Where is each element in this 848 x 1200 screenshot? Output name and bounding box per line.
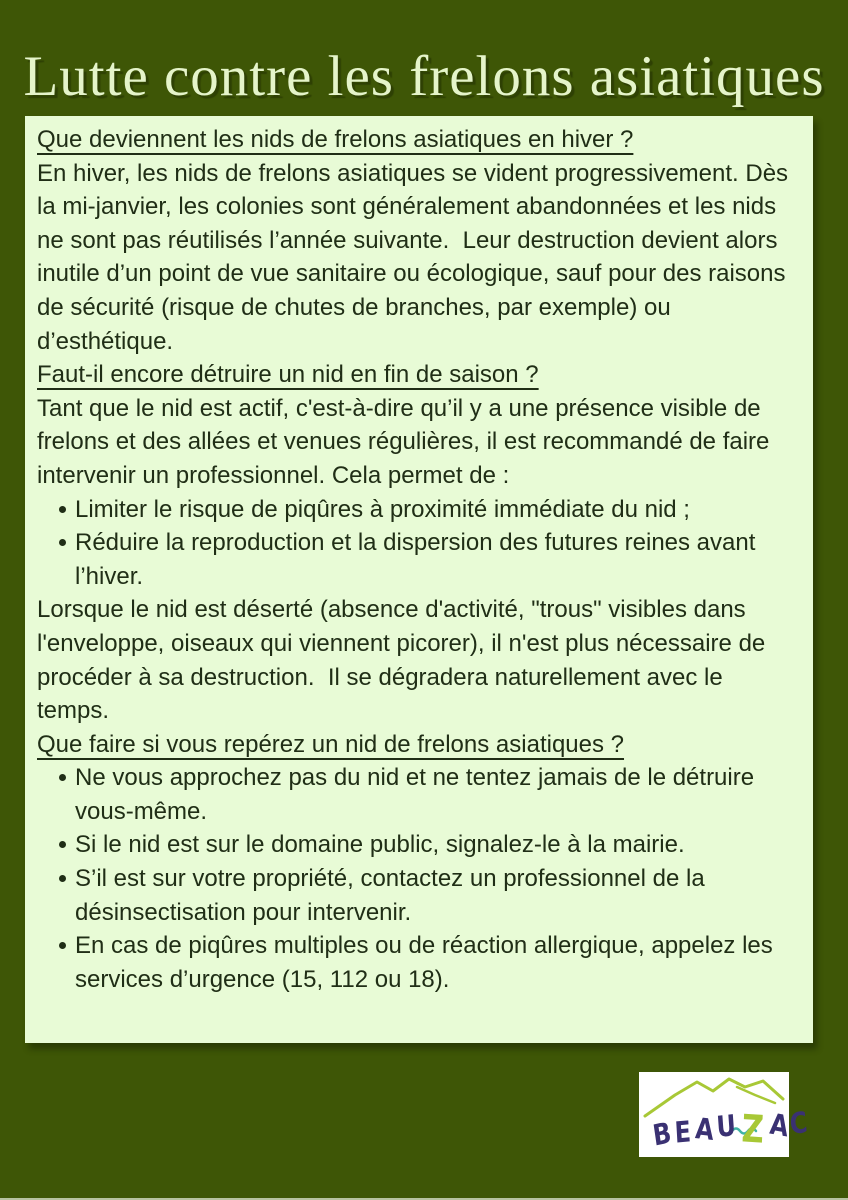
content-panel — [25, 116, 813, 1043]
sections — [37, 123, 801, 996]
paragraph: Tant que le nid est actif, c'est-à-dire qu’il y a une présence visible de frelons et des allées et venues régulières, il est recommandé de faire intervenir un professionnel. Cela permet de : — [37, 394, 777, 489]
logo-letter: A — [694, 1111, 715, 1147]
bullet-text: S’il est sur votre propriété, contactez un professionnel de la désinsectisation pour intervenir. — [75, 865, 712, 926]
section-header: Faut-il encore détruire un nid en fin de saison ? — [37, 361, 539, 389]
bullet-item — [37, 493, 801, 527]
bullet-text: Si le nid est sur le domaine public, signalez-le à la mairie. — [75, 831, 685, 859]
bullet-item — [37, 761, 801, 828]
logo-letter: A — [767, 1106, 790, 1144]
bullet-item — [37, 862, 801, 929]
bullet-text: Ne vous approchez pas du nid et ne tentez jamais de le détruire vous-même. — [75, 764, 761, 825]
mountain-ridge-icon — [737, 1087, 775, 1103]
section-header: Que deviennent les nids de frelons asiatiques en hiver ? — [37, 126, 634, 153]
beauzac-logo — [639, 1072, 809, 1157]
paragraph: En hiver, les nids de frelons asiatiques se vident progressivement. Dès la mi-janvier, les colonies sont généralement abandonnées et les nids ne sont pas réutilisés l’année suivante. Leur destruction devient alors inutile d’un point de vue sanitaire ou écologique, sauf pour des raisons de sécurité (risque de chutes de branches, par exemple) ou d’esthétique. — [37, 159, 795, 355]
page-title: Lutte contre les frelons asiatiques — [23, 45, 825, 108]
logo-letter: B — [650, 1115, 674, 1153]
section-1 — [37, 358, 801, 728]
section-2 — [37, 728, 801, 997]
logo-letter: Z — [740, 1106, 765, 1152]
bullet-item — [37, 828, 801, 862]
bullet-list — [37, 761, 801, 996]
logo-letter: C — [788, 1104, 809, 1142]
section-0 — [37, 123, 801, 358]
bullet-item — [37, 526, 801, 593]
paragraph: Lorsque le nid est déserté (absence d'activité, "trous" visibles dans l'enveloppe, oiseaux qui viennent picorer), il n'est plus nécessaire de procéder à sa destruction. Il se dégradera naturellement avec le temps. — [37, 596, 772, 725]
section-header: Que faire si vous repérez un nid de frelons asiatiques ? — [37, 730, 625, 758]
bullet-text: Réduire la reproduction et la dispersion des futures reines avant l’hiver. — [75, 529, 763, 590]
bullet-item — [37, 929, 801, 996]
logo-word — [650, 1104, 809, 1153]
bullet-text: Limiter le risque de piqûres à proximité immédiate du nid ; — [75, 495, 690, 523]
logo-letter: E — [673, 1114, 692, 1150]
logo-letter: U — [715, 1108, 738, 1144]
bullet-text: En cas de piqûres multiples ou de réaction allergique, appelez les services d’urgence (15, 112 ou 18). — [75, 932, 780, 993]
bullet-list — [37, 493, 801, 594]
